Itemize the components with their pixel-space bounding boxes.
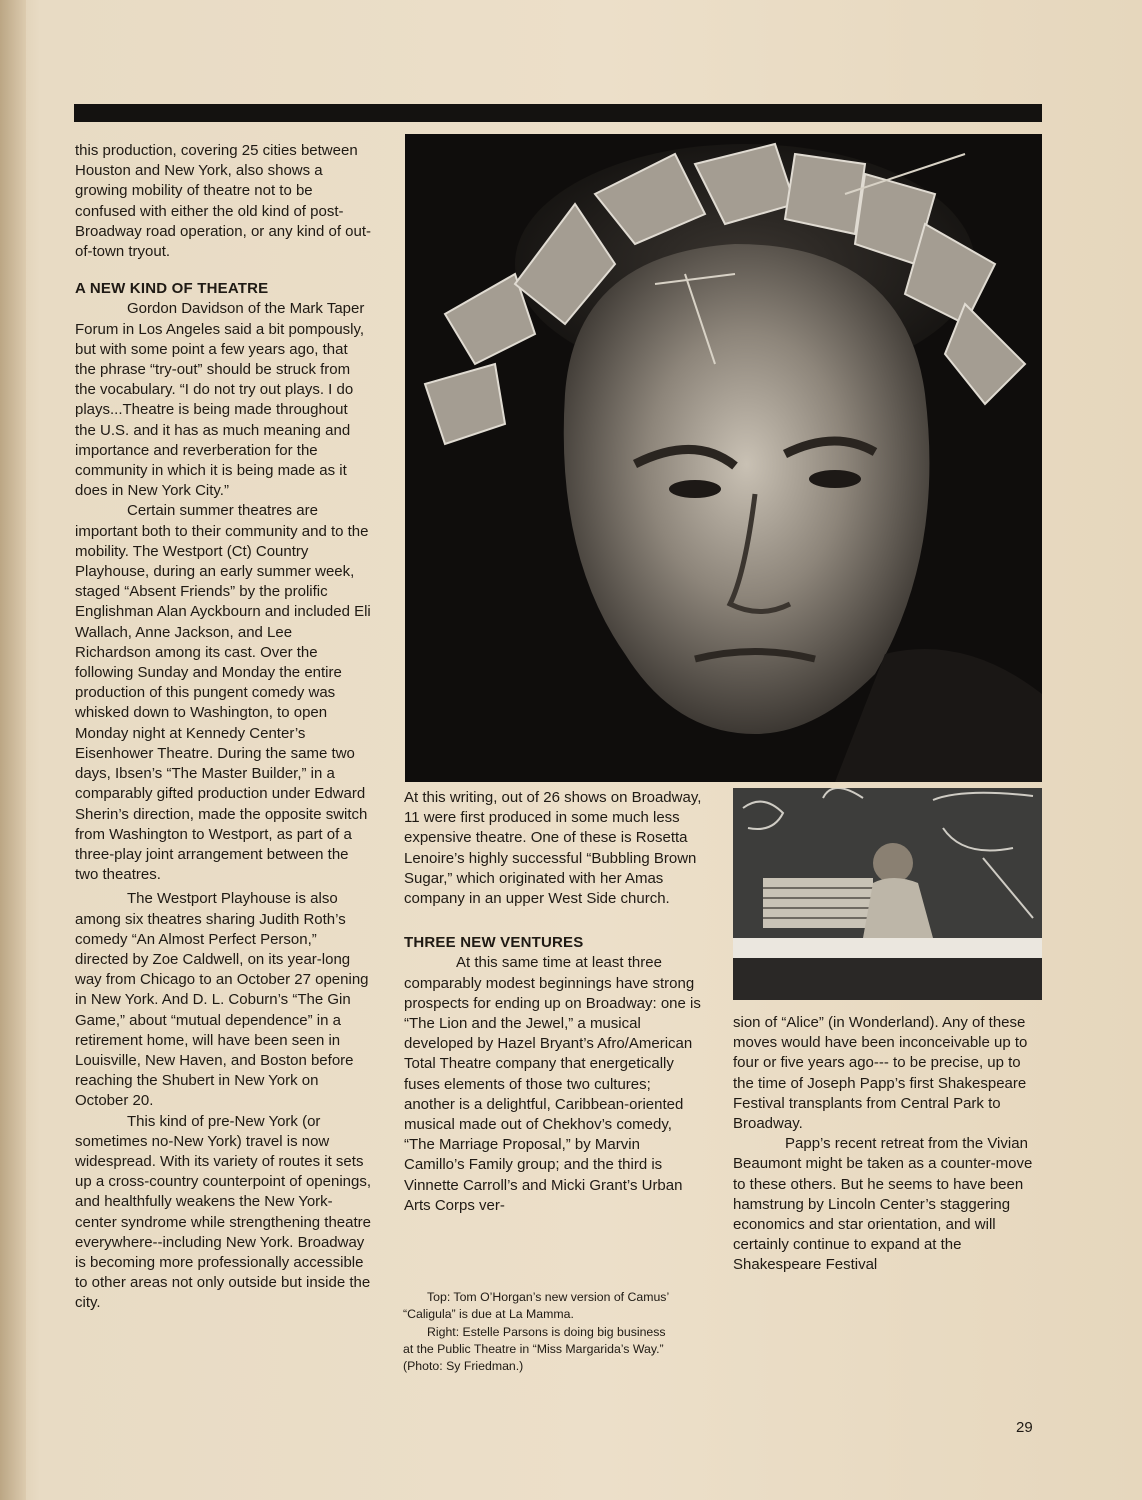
paragraph: Papp’s recent retreat from the Vivian Beaumont might be taken as a counter-move to these others. But he seems to have been hamstrung by Lincoln Center’s staggering economics and star orientation, and will certainly continue to expand at the Shakespeare Festival bbox=[733, 1135, 1033, 1274]
paragraph: This kind of pre-New York (or sometimes no-New York) travel is now widespread. With its variety of routes it sets up a cross-country counterpoint of openings, and healthfully weakens the New York-center syndrome while strengthening theatre everywhere--including New York. Broadway is becoming more professionally accessible to other areas not only outside but inside the city. bbox=[75, 1112, 372, 1312]
classroom-scene-image bbox=[733, 788, 1042, 1000]
column-middle bbox=[404, 788, 704, 1216]
actor-portrait-image bbox=[405, 134, 1042, 782]
binding-spine bbox=[0, 0, 26, 1500]
header-rule bbox=[74, 104, 1042, 122]
paragraph: At this same time at least three comparably modest beginnings have strong prospects for ending up on Broadway: one is “The Lion and the Jewel,” a musical developed by Hazel Bryant’s Afro/American Total Theatre company that energetically fuses elements of those two cultures; another is a delightful, Caribbean-oriented musical made out of Chekhov’s comedy, “The Marriage Proposal,” by Marvin Camillo’s Family group; and the third is Vinnette Carroll’s and Micki Grant’s Urban Arts Corps ver- bbox=[404, 954, 701, 1214]
caption-top: Top: Tom O’Horgan’s new version of Camus’ “Caligula” is due at La Mamma. bbox=[403, 1290, 669, 1322]
paragraph: Certain summer theatres are important both to their community and to the mobility. The Westport (Ct) Country Playhouse, during an early summer week, staged “Absent Friends” by the prolific Englishman Alan Ayckbourn and included Eli Wallach, Anne Jackson, and Lee Richardson among its cast. Over the following Sunday and Monday the entire production of this pungent comedy was whisked down to Washington, to open Monday night at Kennedy Center’s Eisenhower Theatre. During the same two days, Ibsen’s “The Master Builder,” in a comparably gifted production under Edward Sherin’s direction, made the opposite switch from Washington to Westport, as part of a three-play joint arrangement between the two theatres. bbox=[75, 502, 371, 884]
column-left bbox=[75, 141, 371, 1314]
caption-right: Right: Estelle Parsons is doing big business at the Public Theatre in “Miss Margarida’s Way.” (Photo: Sy Friedman.) bbox=[403, 1324, 666, 1374]
paragraph: this production, covering 25 cities between Houston and New York, also shows a growing mobility of theatre not to be confused with either the old kind of post-Broadway road operation, or any kind of out-of-town tryout. bbox=[75, 142, 372, 261]
paragraph: The Westport Playhouse is also among six theatres sharing Judith Roth’s comedy “An Almost Perfect Person,” directed by Zoe Caldwell, on its year-long way from Chicago to an October 27 opening in New York. And D. L. Coburn’s “The Gin Game,” about “mutual dependence” in a retirement home, will have been seen in Louisville, New Haven, and Boston before reaching the Shubert in New York on October 20. bbox=[75, 890, 369, 1110]
paragraph: At this writing, out of 26 shows on Broadway, 11 were first produced in some much less expensive theatre. One of these is Rosetta Lenoire’s highly successful “Bubbling Brown Sugar,” which originated with her Amas company in an upper West Side church. bbox=[404, 789, 702, 908]
caligula-photo bbox=[405, 134, 1042, 782]
paragraph: sion of “Alice” (in Wonderland). Any of these moves would have been inconceivable up to four or five years ago--- to be precise, up to the time of Joseph Papp’s first Shakespeare Festival transplants from Central Park to Broadway. bbox=[733, 1014, 1028, 1133]
estelle-parsons-photo bbox=[733, 788, 1042, 1000]
paragraph: Gordon Davidson of the Mark Taper Forum in Los Angeles said a bit pompously, but with some point a few years ago, that the phrase “try-out” should be struck from the vocabulary. “I do not try out plays. I do plays...Theatre is being made throughout the U.S. and it has as much meaning and importance and reverberation for the community in which it is being made as it does in New York City.” bbox=[75, 300, 365, 500]
section-heading: A NEW KIND OF THEATRE bbox=[75, 280, 269, 298]
section-heading: THREE NEW VENTURES bbox=[404, 934, 584, 952]
column-right bbox=[733, 1013, 1033, 1276]
photo-caption bbox=[403, 1289, 675, 1375]
page-number: 29 bbox=[1016, 1419, 1033, 1436]
